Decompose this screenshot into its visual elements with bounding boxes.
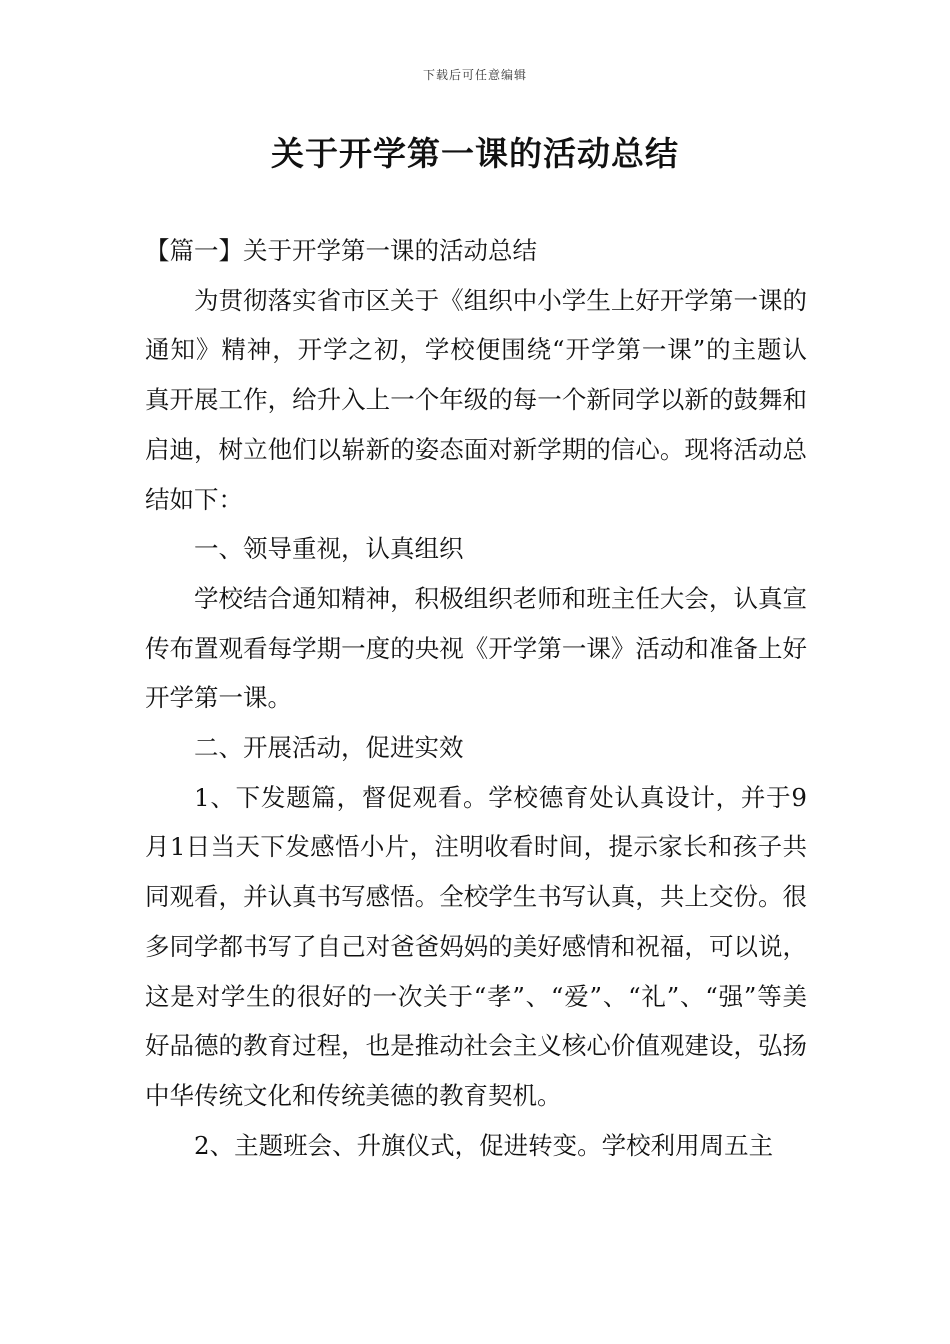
subheading-leadership: 一、领导重视，认真组织 — [194, 534, 464, 564]
paragraph-item-1: 1、下发题篇，督促观看。学校德育处认真设计，并于9月1日当天下发感悟小片，注明收看时间，提示家长和孩子共同观看，并认真书写感悟。全校学生书写认真，共上交份。很多同学都书写了自己对爸爸妈妈的美好感情和祝福，可以说，这是对学生的很好的一次关于“孝”、“爱”、“礼”、“强”等美好品德的教育过程，也是推动社会主义核心价值观建设，弘扬中华传统文化和传统美德的教育契机。 — [145, 782, 807, 1110]
paragraph-intro: 为贯彻落实省市区关于《组织中小学生上好开学第一课的通知》精神，开学之初，学校便围绕“开学第一课”的主题认真开展工作，给升入上一个年级的每一个新同学以新的鼓舞和启迪，树立他们以崭新的姿态面对新学期的信心。现将活动总结如下： — [145, 285, 807, 514]
document-title: 关于开学第一课的活动总结 — [271, 134, 679, 173]
subheading-activities: 二、开展活动，促进实效 — [194, 733, 464, 763]
paragraph-organization: 学校结合通知精神，积极组织老师和班主任大会，认真宣传布置观看每学期一度的央视《开学第一课》活动和准备上好开学第一课。 — [145, 583, 807, 713]
section-heading: 【篇一】关于开学第一课的活动总结 — [145, 236, 537, 265]
paragraph-item-2: 2、主题班会、升旗仪式，促进转变。学校利用周五主 — [194, 1130, 774, 1160]
header-note: 下载后可任意编辑 — [422, 68, 527, 82]
document-body — [145, 226, 807, 1170]
